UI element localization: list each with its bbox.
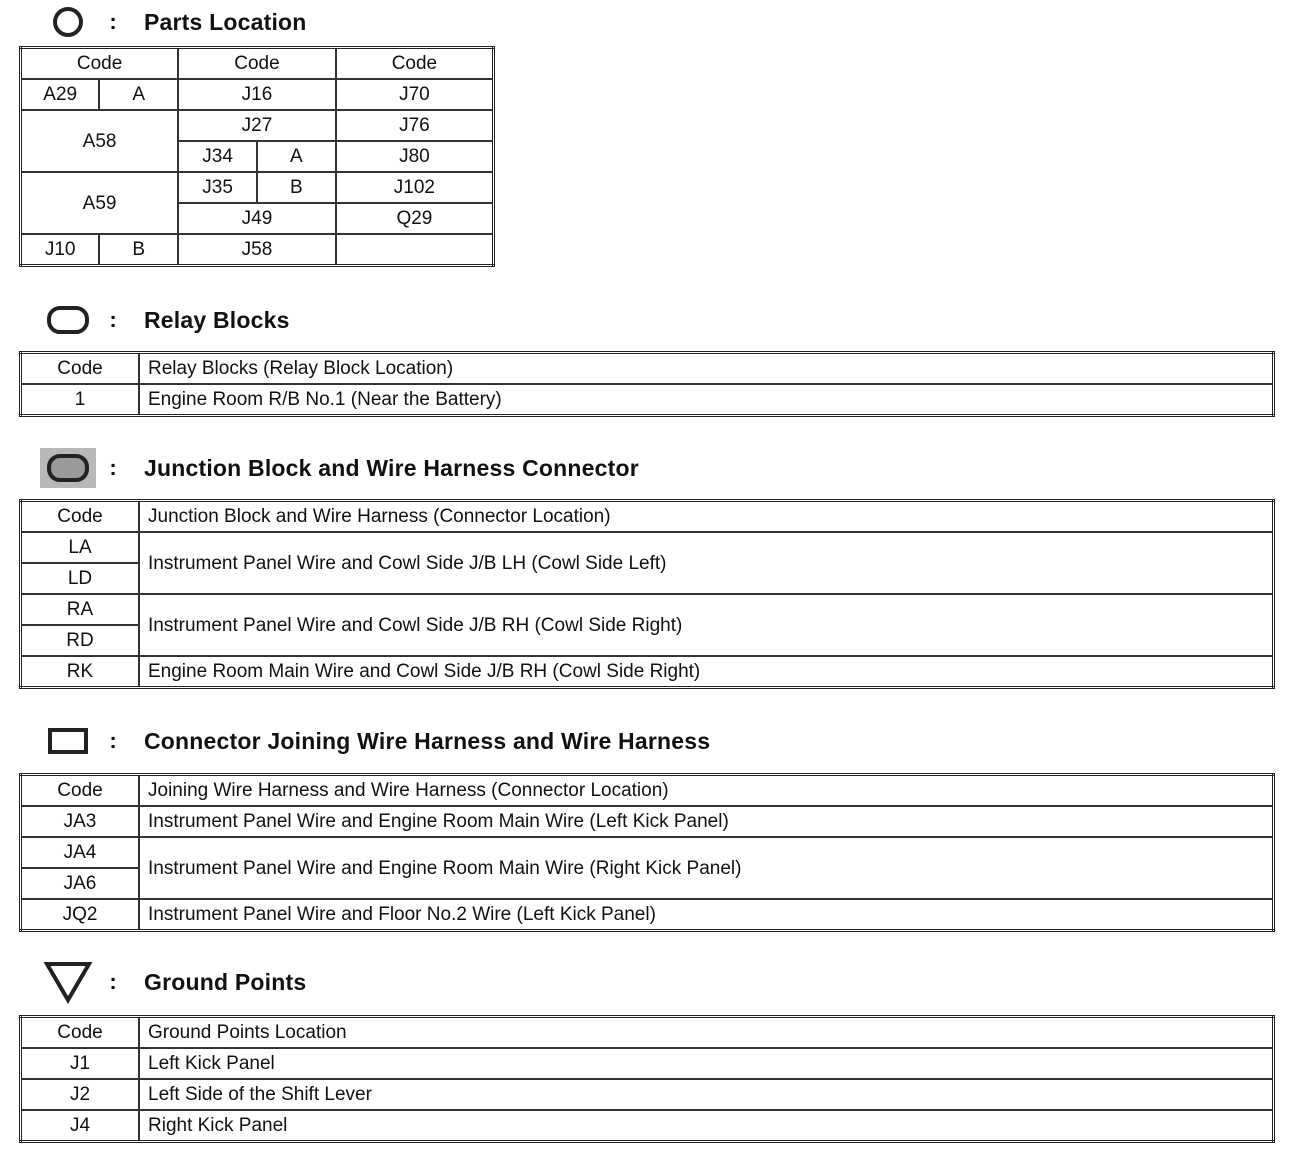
- code-cell: J1: [21, 1048, 140, 1079]
- column-header: Code: [336, 48, 494, 80]
- connector-joining-table: [19, 773, 1275, 932]
- shaded-rounded-rect-icon: [40, 448, 96, 488]
- description-cell: Instrument Panel Wire and Cowl Side J/B LH (Cowl Side Left): [139, 532, 1274, 594]
- colon: :: [109, 455, 117, 480]
- code-cell: J27: [178, 110, 336, 141]
- code-cell: A58: [21, 110, 179, 172]
- table-row: [21, 1079, 1274, 1110]
- code-cell: RD: [21, 625, 140, 656]
- code-cell: J16: [178, 79, 336, 110]
- column-header: Ground Points Location: [139, 1017, 1274, 1049]
- column-header: Code: [21, 775, 140, 807]
- table-header-row: [21, 775, 1274, 807]
- table-row: [21, 594, 1274, 625]
- code-cell: Q29: [336, 203, 494, 234]
- rect-icon: [40, 721, 96, 761]
- description-cell: Instrument Panel Wire and Engine Room Main Wire (Right Kick Panel): [139, 837, 1274, 899]
- relay-blocks-header: [40, 300, 290, 340]
- relay-blocks-table: [19, 351, 1275, 417]
- description-cell: Left Side of the Shift Lever: [139, 1079, 1274, 1110]
- code-cell: J70: [336, 79, 494, 110]
- code-cell: [336, 234, 494, 266]
- column-header: Code: [21, 353, 140, 385]
- code-cell: J49: [178, 203, 336, 234]
- code-cell: J34: [178, 141, 257, 172]
- column-header: Relay Blocks (Relay Block Location): [139, 353, 1274, 385]
- junction-block-table: [19, 499, 1275, 689]
- description-cell: Left Kick Panel: [139, 1048, 1274, 1079]
- description-cell: Right Kick Panel: [139, 1110, 1274, 1142]
- code-suffix-cell: A: [99, 79, 178, 110]
- colon: :: [109, 9, 117, 34]
- code-cell: JA4: [21, 837, 140, 868]
- table-row: [21, 110, 494, 141]
- column-header: Code: [21, 501, 140, 533]
- code-cell: J2: [21, 1079, 140, 1110]
- code-cell: RA: [21, 594, 140, 625]
- colon: :: [109, 307, 117, 332]
- table-row: [21, 384, 1274, 416]
- code-cell: JA6: [21, 868, 140, 899]
- table-header-row: [21, 353, 1274, 385]
- colon: :: [109, 728, 117, 753]
- table-header-row: [21, 1017, 1274, 1049]
- code-cell: J35: [178, 172, 257, 203]
- parts-location-header: [40, 2, 307, 42]
- rounded-rect-icon: [40, 300, 96, 340]
- table-row: [21, 1048, 1274, 1079]
- description-cell: Instrument Panel Wire and Floor No.2 Wire (Left Kick Panel): [139, 899, 1274, 931]
- colon: :: [109, 969, 117, 994]
- parts-location-table: [19, 46, 495, 267]
- table-row: [21, 79, 494, 110]
- column-header: Code: [178, 48, 336, 80]
- table-row: [21, 532, 1274, 563]
- table-header-row: [21, 48, 494, 80]
- ground-points-table: [19, 1015, 1275, 1143]
- section-title: Junction Block and Wire Harness Connector: [144, 454, 639, 481]
- table-row: [21, 899, 1274, 931]
- junction-block-header: [40, 448, 639, 488]
- column-header: Code: [21, 1017, 140, 1049]
- code-suffix-cell: A: [257, 141, 336, 172]
- section-title: Ground Points: [144, 968, 307, 995]
- ground-points-header: [40, 962, 306, 1002]
- connector-joining-header: [40, 721, 710, 761]
- table-header-row: [21, 501, 1274, 533]
- code-cell: J80: [336, 141, 494, 172]
- table-row: [21, 234, 494, 266]
- circle-icon: [40, 2, 96, 42]
- code-cell: A59: [21, 172, 179, 234]
- section-title: Relay Blocks: [144, 306, 290, 333]
- code-cell: JQ2: [21, 899, 140, 931]
- code-cell: J4: [21, 1110, 140, 1142]
- code-cell: LA: [21, 532, 140, 563]
- code-cell: 1: [21, 384, 140, 416]
- description-cell: Instrument Panel Wire and Engine Room Main Wire (Left Kick Panel): [139, 806, 1274, 837]
- triangle-icon: [40, 962, 96, 1002]
- table-row: [21, 656, 1274, 688]
- code-cell: LD: [21, 563, 140, 594]
- code-cell: A29: [21, 79, 100, 110]
- column-header: Code: [21, 48, 179, 80]
- code-cell: J102: [336, 172, 494, 203]
- description-cell: Engine Room Main Wire and Cowl Side J/B RH (Cowl Side Right): [139, 656, 1274, 688]
- section-title: Connector Joining Wire Harness and Wire Harness: [144, 727, 711, 754]
- code-cell: RK: [21, 656, 140, 688]
- code-cell: J58: [178, 234, 336, 266]
- code-suffix-cell: B: [257, 172, 336, 203]
- table-row: [21, 1110, 1274, 1142]
- code-suffix-cell: B: [99, 234, 178, 266]
- description-cell: Instrument Panel Wire and Cowl Side J/B RH (Cowl Side Right): [139, 594, 1274, 656]
- code-cell: J76: [336, 110, 494, 141]
- column-header: Junction Block and Wire Harness (Connector Location): [139, 501, 1274, 533]
- table-row: [21, 806, 1274, 837]
- section-title: Parts Location: [144, 8, 307, 35]
- code-cell: JA3: [21, 806, 140, 837]
- table-row: [21, 837, 1274, 868]
- description-cell: Engine Room R/B No.1 (Near the Battery): [139, 384, 1274, 416]
- code-cell: J10: [21, 234, 100, 266]
- table-row: [21, 172, 494, 203]
- column-header: Joining Wire Harness and Wire Harness (Connector Location): [139, 775, 1274, 807]
